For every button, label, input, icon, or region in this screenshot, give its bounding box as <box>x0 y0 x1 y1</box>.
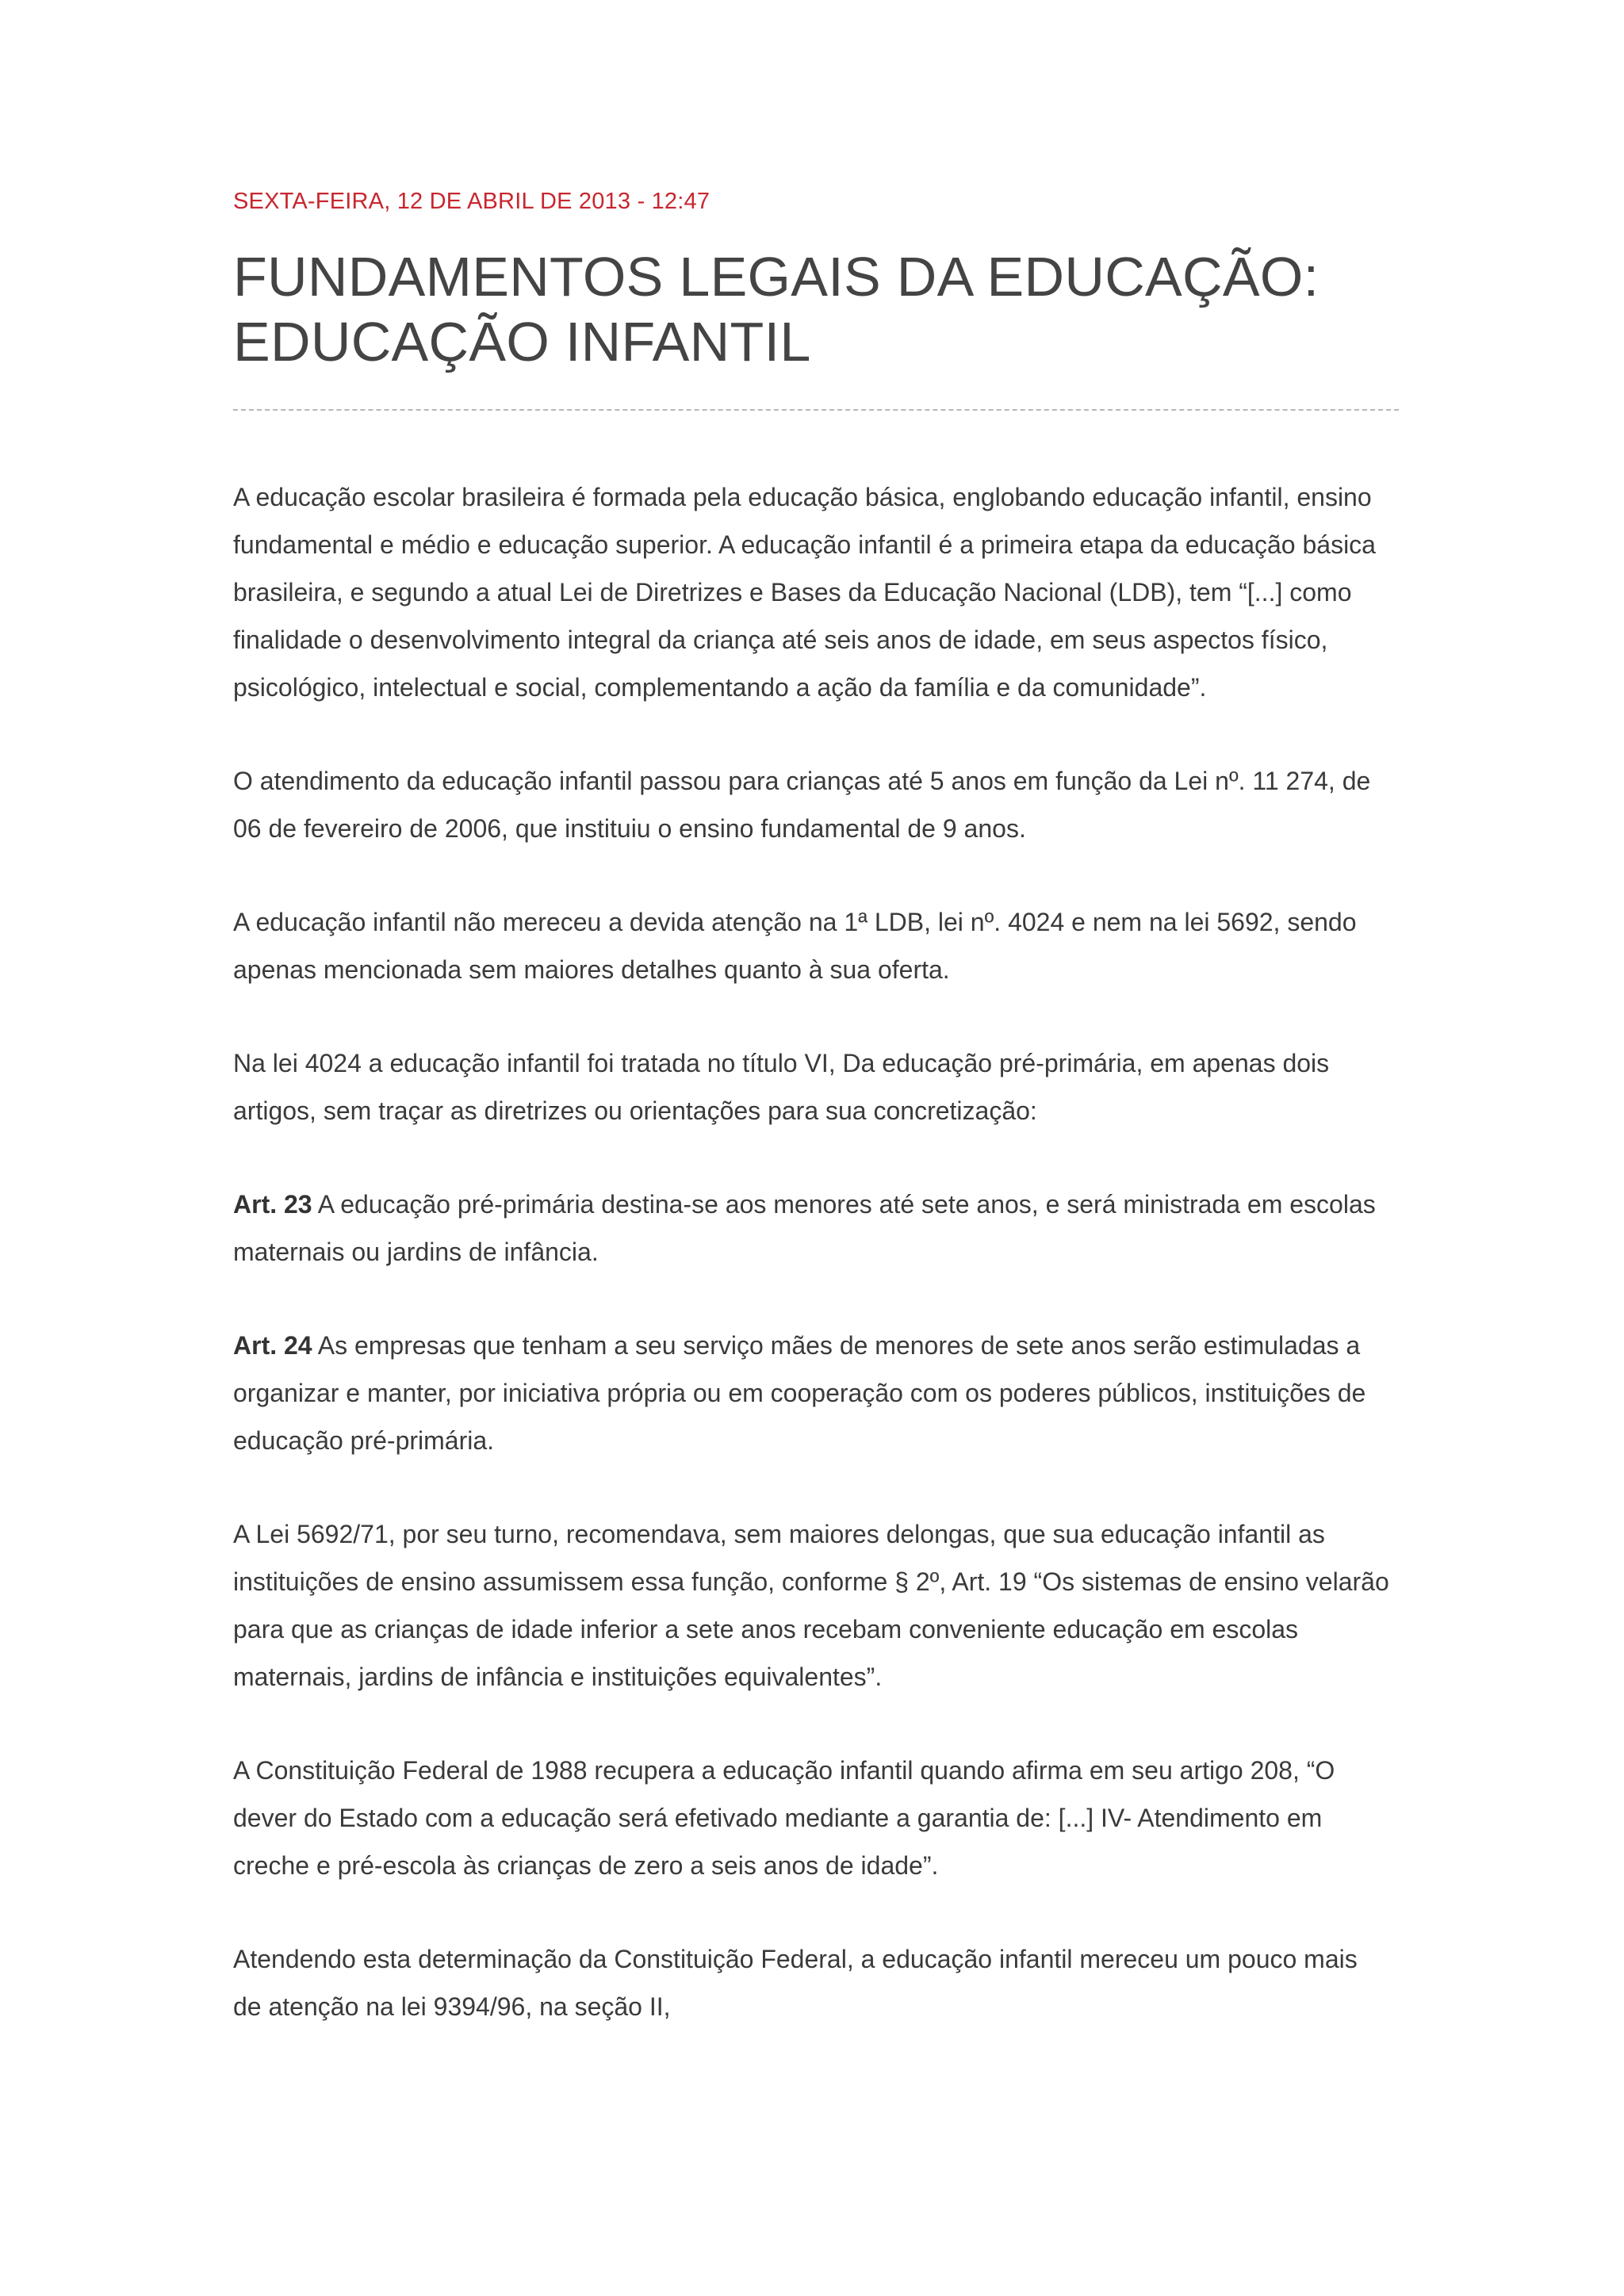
blog-post <box>233 187 1399 2076</box>
paragraph-constituicao-1988: A Constituição Federal de 1988 recupera a educação infantil quando afirma em seu artigo 208, “O dever do Estado com a educação será efetivado mediante a garantia de: [...] IV- Atendimento em creche e pré-escola às crianças de zero a seis anos de idade”. <box>233 1756 1335 1880</box>
paragraph-titulo-vi: Na lei 4024 a educação infantil foi tratada no título VI, Da educação pré-primária, em apenas dois artigos, sem traçar as diretrizes ou orientações para sua concretização: <box>233 1049 1330 1125</box>
art-24-label: Art. 24 <box>233 1331 312 1360</box>
art-23-text: A educação pré-primária destina-se aos menores até sete anos, e será ministrada em escolas maternais ou jardins de infância. <box>233 1190 1376 1266</box>
paragraph-lei-11274: O atendimento da educação infantil passou para crianças até 5 anos em função da Lei nº. 11 274, de 06 de fevereiro de 2006, que instituiu o ensino fundamental de 9 anos. <box>233 767 1371 843</box>
art-24-text: As empresas que tenham a seu serviço mães de menores de sete anos serão estimuladas a organizar e manter, por iniciativa própria ou em cooperação com os poderes públicos, instituições de educação pré-primária. <box>233 1331 1366 1455</box>
paragraph-art-23 <box>233 1181 1391 1276</box>
art-23-label: Art. 23 <box>233 1190 312 1219</box>
paragraph-lei-9394: Atendendo esta determinação da Constituição Federal, a educação infantil mereceu um pouco mais de atenção na lei 9394/96, na seção II, <box>233 1945 1358 2021</box>
post-title-line-1: FUNDAMENTOS LEGAIS DA EDUCAÇÃO: <box>233 246 1320 308</box>
paragraph-ldb-4024: A educação infantil não mereceu a devida atenção na 1ª LDB, lei nº. 4024 e nem na lei 5692, sendo apenas mencionada sem maiores detalhes quanto à sua oferta. <box>233 908 1357 984</box>
post-date: SEXTA-FEIRA, 12 DE ABRIL DE 2013 - 12:47 <box>233 189 710 214</box>
post-title-line-2: EDUCAÇÃO INFANTIL <box>233 311 811 373</box>
paragraph-art-24 <box>233 1322 1391 1464</box>
post-title <box>233 244 1399 374</box>
post-body <box>233 473 1399 2030</box>
paragraph-intro: A educação escolar brasileira é formada pela educação básica, englobando educação infantil, ensino fundamental e médio e educação superior. A educação infantil é a primeira etapa da educação básica brasileira, e segundo a atual Lei de Diretrizes e Bases da Educação Nacional (LDB), tem “[...] como finalidade o desenvolvimento integral da criança até seis anos de idade, em seus aspectos físico, psicológico, intelectual e social, complementando a ação da família e da comunidade”. <box>233 483 1376 702</box>
paragraph-lei-5692: A Lei 5692/71, por seu turno, recomendava, sem maiores delongas, que sua educação infantil as instituições de ensino assumissem essa função, conforme § 2º, Art. 19 “Os sistemas de ensino velarão para que as crianças de idade inferior a sete anos recebam conveniente educação em escolas maternais, jardins de infância e instituições equivalentes”. <box>233 1520 1389 1691</box>
title-divider <box>233 409 1399 411</box>
